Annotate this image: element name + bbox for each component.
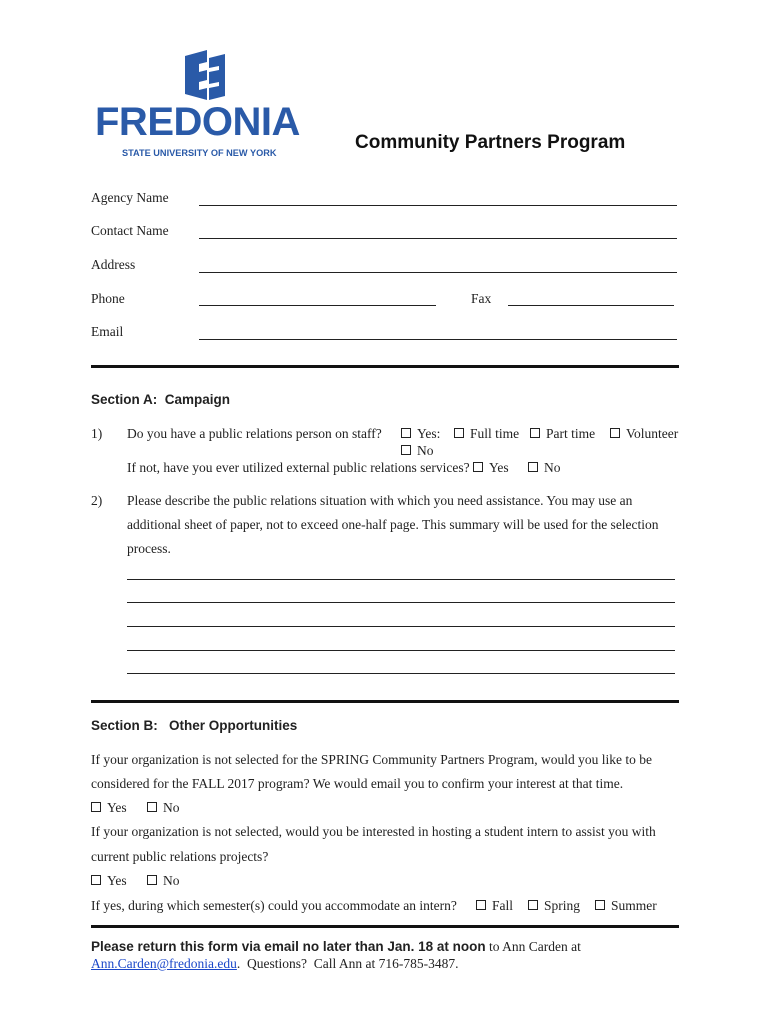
q2-answer-line[interactable]	[127, 650, 675, 651]
checkbox-icon[interactable]	[147, 802, 157, 812]
phone-label: Phone	[91, 291, 125, 306]
q2-answer-line[interactable]	[127, 579, 675, 580]
fax-label: Fax	[471, 291, 492, 306]
checkbox-icon[interactable]	[528, 462, 538, 472]
address-field[interactable]	[199, 272, 677, 273]
q2-answer-line[interactable]	[127, 673, 675, 674]
q1-followup-text: If not, have you ever utilized external public relations services?	[127, 460, 470, 475]
b-q2-line2: current public relations projects?	[91, 849, 269, 864]
email-field[interactable]	[199, 339, 677, 340]
b-q3-spring-option[interactable]: Spring	[528, 898, 580, 914]
fax-field[interactable]	[508, 305, 674, 306]
agency-name-field[interactable]	[199, 205, 677, 206]
phone-field[interactable]	[199, 305, 436, 306]
footer-line2	[91, 956, 459, 972]
agency-name-label: Agency Name	[91, 190, 169, 205]
q2-answer-line[interactable]	[127, 602, 675, 603]
checkbox-icon[interactable]	[473, 462, 483, 472]
q1-followup-yes-option[interactable]: Yes	[473, 460, 509, 476]
q1-parttime-option[interactable]: Part time	[530, 426, 595, 442]
q2-text-line2: additional sheet of paper, not to exceed one-half page. This summary will be used for the selection	[127, 517, 659, 532]
checkbox-icon[interactable]	[476, 900, 486, 910]
divider	[91, 700, 679, 703]
checkbox-icon[interactable]	[91, 875, 101, 885]
checkbox-icon[interactable]	[401, 428, 411, 438]
b-q2-yes-option[interactable]: Yes	[91, 873, 127, 889]
q2-number: 2)	[91, 493, 103, 508]
fredonia-emblem-icon	[185, 50, 227, 100]
b-q2-line1: If your organization is not selected, would you be interested in hosting a student intern to assist you with	[91, 824, 656, 839]
checkbox-icon[interactable]	[147, 875, 157, 885]
footer-rest-text: to Ann Carden at	[485, 939, 581, 954]
q1-number: 1)	[91, 426, 103, 441]
contact-name-field[interactable]	[199, 238, 677, 239]
q2-text-line3: process.	[127, 541, 171, 556]
page-title: Community Partners Program	[355, 132, 626, 153]
footer-email-link[interactable]: Ann.Carden@fredonia.edu	[91, 956, 237, 971]
checkbox-icon[interactable]	[91, 802, 101, 812]
q1-no-option[interactable]: No	[401, 443, 434, 459]
b-q1-yes-option[interactable]: Yes	[91, 800, 127, 816]
footer-tail-text: . Questions? Call Ann at 716-785-3487.	[236, 956, 459, 971]
email-label: Email	[91, 324, 124, 339]
contact-name-label: Contact Name	[91, 223, 169, 238]
divider	[91, 925, 679, 928]
q1-volunteer-option[interactable]: Volunteer	[610, 426, 678, 442]
section-a-heading: Section A: Campaign	[91, 392, 231, 407]
checkbox-icon[interactable]	[610, 428, 620, 438]
checkbox-icon[interactable]	[454, 428, 464, 438]
footer-line1	[91, 939, 581, 955]
b-q3-summer-option[interactable]: Summer	[595, 898, 657, 914]
b-q1-line2: considered for the FALL 2017 program? We would email you to confirm your interest at that time.	[91, 776, 624, 791]
b-q2-no-option[interactable]: No	[147, 873, 180, 889]
logo-wordmark: FREDONIA	[95, 100, 300, 144]
divider	[91, 365, 679, 368]
fredonia-logo	[95, 50, 320, 160]
checkbox-icon[interactable]	[595, 900, 605, 910]
checkbox-icon[interactable]	[530, 428, 540, 438]
logo-subtitle: STATE UNIVERSITY OF NEW YORK	[122, 148, 277, 158]
q1-yes-option[interactable]: Yes:	[401, 426, 440, 442]
b-q1-no-option[interactable]: No	[147, 800, 180, 816]
q1-followup-no-option[interactable]: No	[528, 460, 561, 476]
b-q3-text: If yes, during which semester(s) could you accommodate an intern?	[91, 898, 457, 913]
section-b-heading: Section B: Other Opportunities	[91, 718, 298, 733]
footer-bold-text: Please return this form via email no later than Jan. 18 at noon	[91, 939, 486, 954]
checkbox-icon[interactable]	[528, 900, 538, 910]
q2-answer-line[interactable]	[127, 626, 675, 627]
b-q3-fall-option[interactable]: Fall	[476, 898, 513, 914]
q1-fulltime-option[interactable]: Full time	[454, 426, 519, 442]
q2-text-line1: Please describe the public relations situation with which you need assistance. You may use an	[127, 493, 633, 508]
checkbox-icon[interactable]	[401, 445, 411, 455]
b-q1-line1: If your organization is not selected for the SPRING Community Partners Program, would you like to be	[91, 752, 653, 767]
q1-text: Do you have a public relations person on staff?	[127, 426, 382, 441]
address-label: Address	[91, 257, 136, 272]
